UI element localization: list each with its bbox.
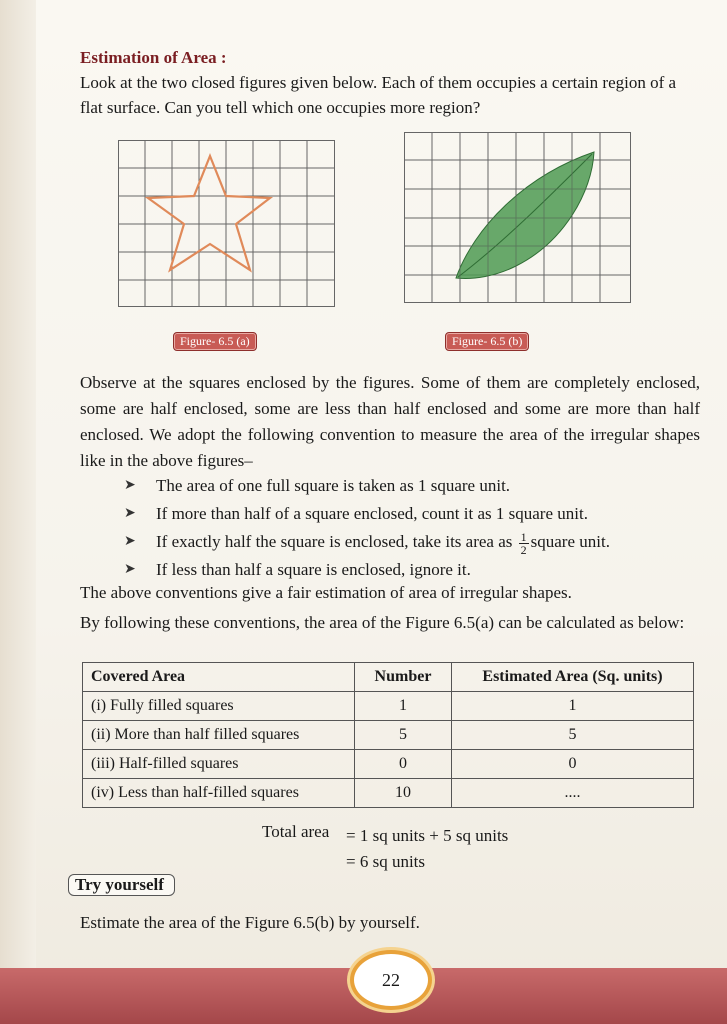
fraction-one-half: $\frac{1}{2}$ xyxy=(520,529,527,557)
total-area-line2: = 6 sq units xyxy=(346,852,426,871)
try-yourself-text: Estimate the area of the Figure 6.5(b) by yourself. xyxy=(80,913,420,932)
table-cell: (iii) Half-filled squares xyxy=(83,750,355,779)
rule-item: ➤ If more than half of a square enclosed, count it as 1 square unit. xyxy=(120,500,700,528)
figure-b-label: Figure- 6.5 (b) xyxy=(445,332,529,351)
table-row xyxy=(83,779,694,808)
section-title: Estimation of Area : xyxy=(80,48,227,67)
following-paragraph: By following these conventions, the area of the Figure 6.5(a) can be calculated as below: xyxy=(80,613,685,632)
try-yourself-heading: Try yourself xyxy=(68,874,175,896)
table-row xyxy=(83,692,694,721)
table-cell: 5 xyxy=(355,721,452,750)
rule-item: ➤ If less than half a square is enclosed, ignore it. xyxy=(120,556,700,584)
leaf-shape xyxy=(456,152,594,279)
table-cell: 1 xyxy=(355,692,452,721)
figure-b-leaf-grid xyxy=(404,132,634,304)
figure-a-label: Figure- 6.5 (a) xyxy=(173,332,257,351)
convention-list xyxy=(120,472,700,584)
observe-paragraph: Observe at the squares enclosed by the figures. Some of them are completely enclosed, some are half enclosed, some are less than half enclosed and some are more than half enclosed. We adopt the following convention to measure the area of the irregular shapes like in the above figures– xyxy=(80,373,700,470)
arrow-bullet-icon: ➤ xyxy=(124,534,136,549)
table-header-row xyxy=(83,663,694,692)
table-cell: 1 xyxy=(452,692,694,721)
figure-a-star-grid xyxy=(118,140,338,308)
table-cell: .... xyxy=(452,779,694,808)
star-shape xyxy=(148,156,270,270)
arrow-bullet-icon: ➤ xyxy=(124,562,136,577)
column-header: Covered Area xyxy=(83,663,355,692)
table-cell: 10 xyxy=(355,779,452,808)
page-edge xyxy=(0,0,36,1024)
conventions-sentence: The above conventions give a fair estimation of area of irregular shapes. xyxy=(80,583,572,602)
table-cell: (ii) More than half filled squares xyxy=(83,721,355,750)
table-cell: (i) Fully filled squares xyxy=(83,692,355,721)
page-number: 22 xyxy=(350,950,432,1010)
arrow-bullet-icon: ➤ xyxy=(124,506,136,521)
rule-item: ➤ If exactly half the square is enclosed, take its area as $\frac{1}{2}$ square unit. xyxy=(124,529,610,557)
table-cell: 0 xyxy=(355,750,452,779)
table-cell: 0 xyxy=(452,750,694,779)
total-area-line1: = 1 sq units + 5 sq units xyxy=(346,826,509,845)
intro-paragraph: Look at the two closed figures given below. Each of them occupies a certain region of a flat surface. Can you tell which one occupies more region? xyxy=(80,73,677,117)
table-row xyxy=(83,750,694,779)
column-header: Number xyxy=(355,663,452,692)
table-cell: 5 xyxy=(452,721,694,750)
arrow-bullet-icon: ➤ xyxy=(124,478,136,493)
table-row xyxy=(83,721,694,750)
total-area-label: Total area xyxy=(262,822,330,841)
area-table xyxy=(82,662,694,808)
rule-item: ➤ The area of one full square is taken as 1 square unit. xyxy=(120,472,700,500)
column-header: Estimated Area (Sq. units) xyxy=(452,663,694,692)
table-cell: (iv) Less than half-filled squares xyxy=(83,779,355,808)
